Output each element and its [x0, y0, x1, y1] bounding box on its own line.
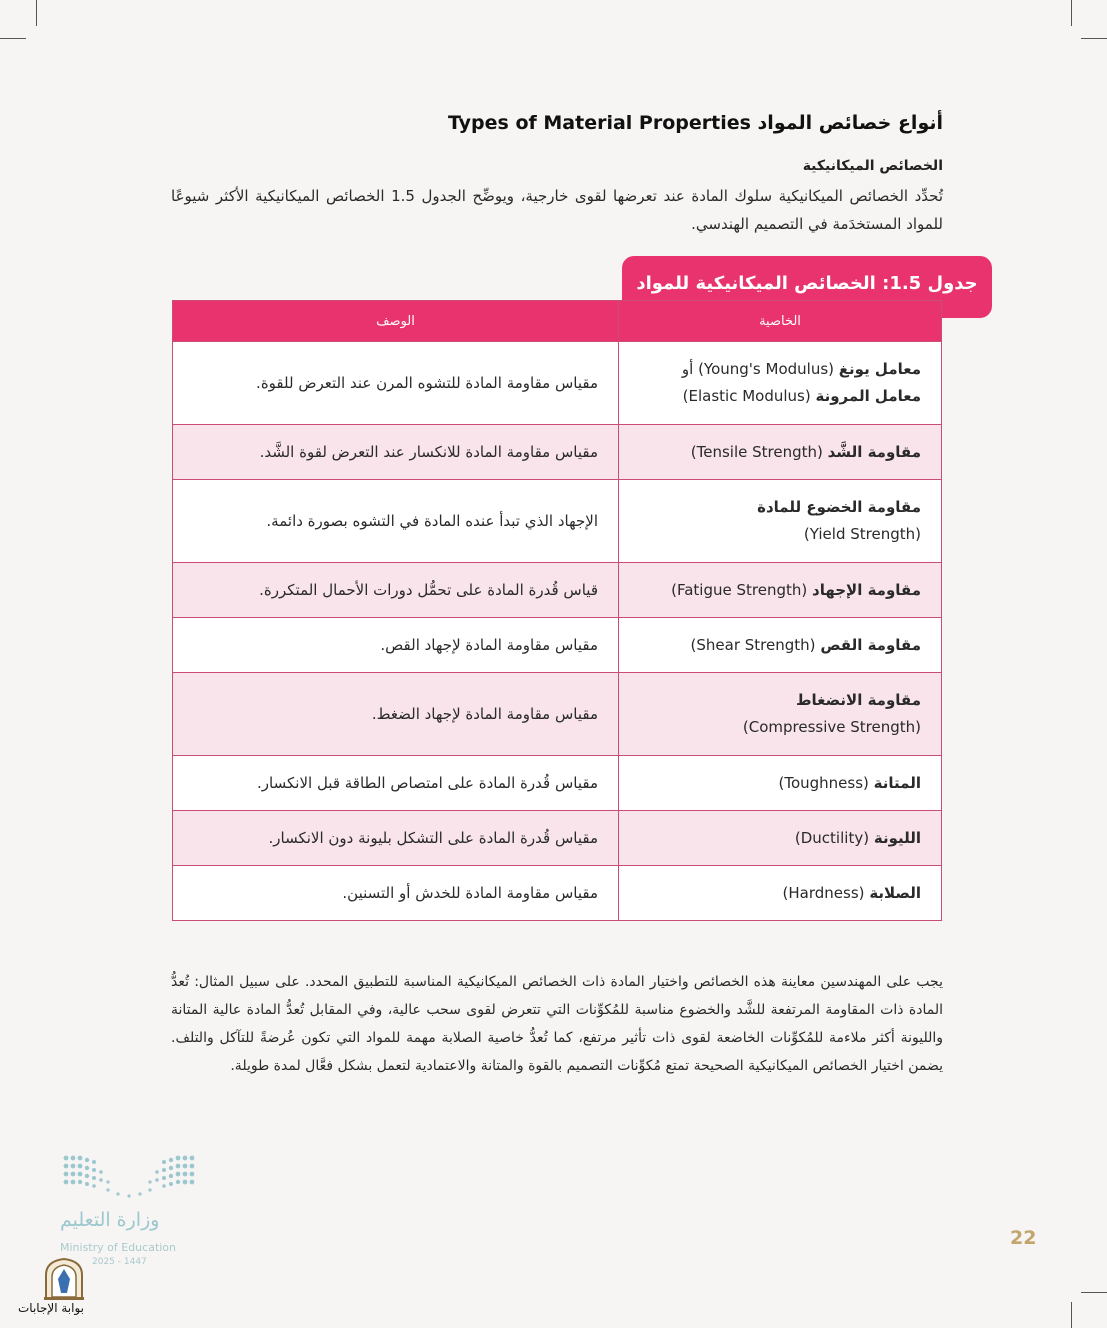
property-cell: مقاومة الإجهاد (Fatigue Strength) [619, 563, 942, 618]
table-row [173, 480, 942, 563]
property-cell: الصلابة (Hardness) [619, 866, 942, 921]
description-cell: مقياس قُدرة المادة على التشكل بليونة دون الانكسار. [173, 811, 619, 866]
crop-mark [1081, 1292, 1107, 1293]
properties-table [172, 300, 942, 921]
watermark-text: بوابة الإجابات [18, 1301, 85, 1315]
crop-mark [36, 0, 37, 26]
table-header-row [173, 301, 942, 342]
table-row [173, 563, 942, 618]
property-cell: الليونة (Ductility) [619, 811, 942, 866]
intro-paragraph: تُحدِّد الخصائص الميكانيكية سلوك المادة عند تعرضها لقوى خارجية، ويوضِّح الجدول 1.5 الخصائص الميكانيكية الأكثر شيوعًا للمواد المستخدَمة في التصميم الهندسي. [171, 187, 943, 233]
description-cell: مقياس قُدرة المادة على امتصاص الطاقة قبل الانكسار. [173, 756, 619, 811]
description-cell: مقياس مقاومة المادة للانكسار عند التعرض لقوة الشَّد. [173, 425, 619, 480]
table-row [173, 618, 942, 673]
body-paragraph: يجب على المهندسين معاينة هذه الخصائص واختيار المادة ذات الخصائص الميكانيكية المناسبة للتطبيق المحدد. على سبيل المثال: تُعدُّ المادة ذات المقاومة المرتفعة للشَّد والخضوع مناسبة للمُكوِّنات التي تتعرض لقوى سحب عالية، وفي المقابل تُعدُّ المادة عالية المتانة والليونة أكثر ملاءمة للمُكوِّنات الخاضعة لقوى ذات تأثير مرتفع، كما تُعدُّ خاصية الصلابة مهمة للمواد التي تكون عُرضةً للتآكل والتلف. يضمن اختيار الخصائص الميكانيكية الصحيحة تمتع مُكوِّنات التصميم بالقوة والمتانة والاعتمادية لتعمل بشكل فعَّال لمدة طويلة. [171, 974, 943, 1074]
table-row [173, 811, 942, 866]
description-cell: مقياس مقاومة المادة لإجهاد الضغط. [173, 673, 619, 756]
property-cell: مقاومة الخضوع للمادة (Yield Strength) [619, 480, 942, 563]
page-number: 22 [1010, 1227, 1037, 1249]
property-cell: المتانة (Toughness) [619, 756, 942, 811]
ministry-name-arabic: وزارة التعليم [60, 1209, 160, 1231]
property-cell: مقاومة الشَّد (Tensile Strength) [619, 425, 942, 480]
table-row [173, 342, 942, 425]
ministry-name-english: Ministry of Education [60, 1241, 177, 1254]
subsection-heading: الخصائص الميكانيكية [802, 158, 943, 174]
description-cell: قياس قُدرة المادة على تحمُّل دورات الأحمال المتكررة. [173, 563, 619, 618]
ministry-logo-icon [62, 1154, 196, 1198]
table-row [173, 866, 942, 921]
crop-mark [0, 38, 26, 39]
description-cell: الإجهاد الذي تبدأ عنده المادة في التشوه بصورة دائمة. [173, 480, 619, 563]
edition-year: 2025 - 1447 [92, 1257, 147, 1267]
description-cell: مقياس مقاومة المادة للتشوه المرن عند التعرض للقوة. [173, 342, 619, 425]
table-row [173, 425, 942, 480]
crop-mark [1071, 0, 1072, 26]
table-caption: جدول 1.5: الخصائص الميكانيكية للمواد [622, 256, 992, 318]
crop-mark [1081, 38, 1107, 39]
property-cell: معامل يونغ (Young's Modulus) أو معامل المرونة (Elastic Modulus) [619, 342, 942, 425]
section-heading: أنواع خصائص المواد Types of Material Properties [447, 112, 943, 134]
description-cell: مقياس مقاومة المادة لإجهاد القص. [173, 618, 619, 673]
table-row [173, 673, 942, 756]
watermark-emblem-icon [40, 1257, 88, 1301]
description-cell: مقياس مقاومة المادة للخدش أو التسنين. [173, 866, 619, 921]
property-cell: مقاومة القص (Shear Strength) [619, 618, 942, 673]
header-description: الوصف [173, 301, 619, 342]
crop-mark [1071, 1302, 1072, 1328]
property-cell: مقاومة الانضغاط (Compressive Strength) [619, 673, 942, 756]
table-row [173, 756, 942, 811]
header-property: الخاصية [619, 301, 942, 342]
